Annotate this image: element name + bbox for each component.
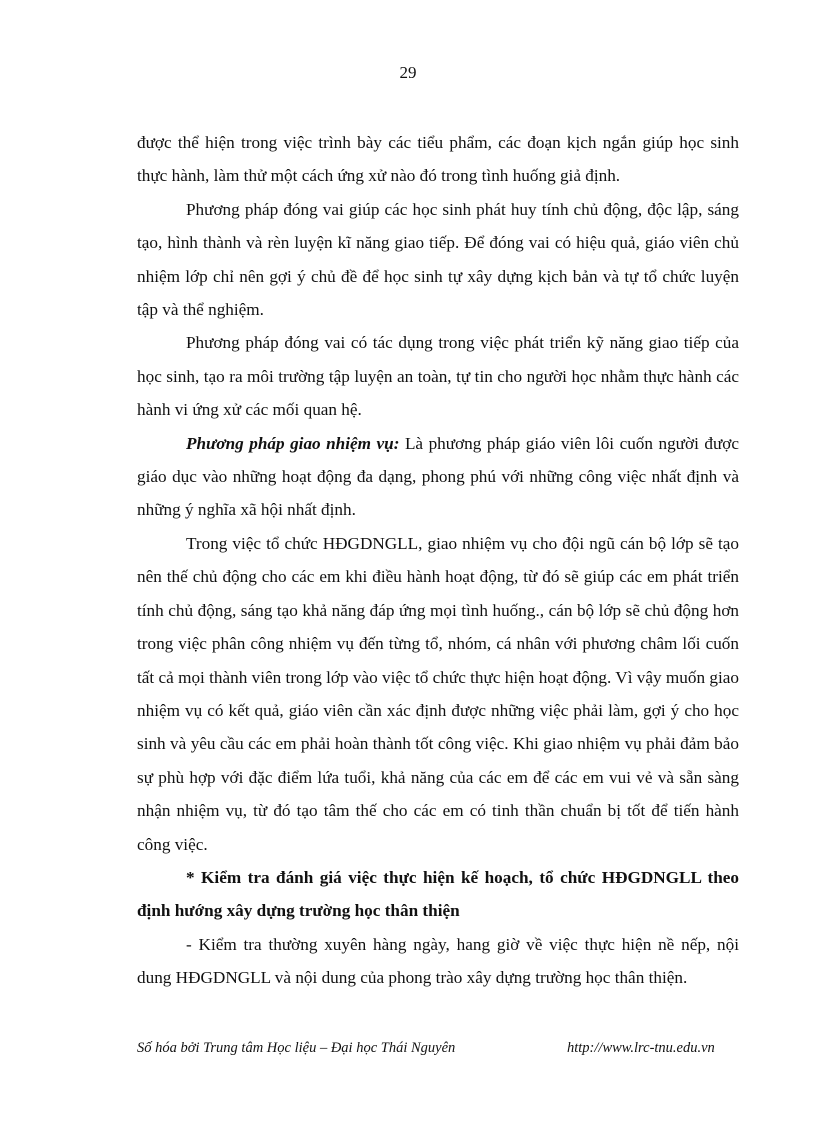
- paragraph-4-text: Là phương pháp giáo viên lôi cuốn người được giáo dục vào những hoạt động đa dạng, phong phú với những công việc nhất định và những ý nghĩa xã hội nhất định.: [137, 433, 739, 520]
- section-heading: * Kiểm tra đánh giá việc thực hiện kế hoạch, tổ chức HĐGDNGLL theo định hướng xây dựng trường học thân thiện: [137, 867, 739, 921]
- page-number: 29: [399, 63, 417, 82]
- paragraph-4: [137, 427, 739, 527]
- footer-source: Số hóa bởi Trung tâm Học liệu – Đại học Thái Nguyên: [137, 1040, 456, 1056]
- paragraph-2: Phương pháp đóng vai giúp các học sinh phát huy tính chủ động, độc lập, sáng tạo, hình thành và rèn luyện kĩ năng giao tiếp. Để đóng vai có hiệu quả, giáo viên chủ nhiệm lớp chỉ nên gợi ý chủ đề để học sinh tự xây dựng kịch bản và tự tổ chức luyện tập và thể nghiệm.: [137, 199, 739, 320]
- footer-url: http://www.lrc-tnu.edu.vn: [567, 1040, 715, 1056]
- paragraph-3: Phương pháp đóng vai có tác dụng trong việc phát triển kỹ năng giao tiếp của học sinh, tạo ra môi trường tập luyện an toàn, tự tin cho người học nhằm thực hành các hành vi ứng xử các mối quan hệ.: [137, 333, 739, 420]
- paragraph-5: Trong việc tổ chức HĐGDNGLL, giao nhiệm vụ cho đội ngũ cán bộ lớp sẽ tạo nên thế chủ động cho các em khi điều hành hoạt động, từ đó sẽ giúp các em phát triển tính chủ động, sáng tạo khả năng đáp ứng mọi tình huống., cán bộ lớp sẽ chủ động hơn trong việc phân công nhiệm vụ đến từng tổ, nhóm, cá nhân với phương châm lối cuốn tất cả mọi thành viên trong lớp vào việc tổ chức thực hiện hoạt động. Vì vậy muốn giao nhiệm vụ có kết quả, giáo viên cần xác định được những việc phải làm, gợi ý cho học sinh và yêu cầu các em phải hoàn thành tốt công việc. Khi giao nhiệm vụ phải đảm bảo sự phù hợp với đặc điểm lứa tuổi, khả năng của các em để các em vui vẻ và sẵn sàng nhận nhiệm vụ, từ đó tạo tâm thế cho các em có tinh thần chuẩn bị tốt để tiến hành công việc.: [137, 533, 739, 854]
- term-giao-nhiem-vu: Phương pháp giao nhiệm vụ:: [186, 433, 400, 453]
- paragraph-7: - Kiểm tra thường xuyên hàng ngày, hang giờ về việc thực hiện nề nếp, nội dung HĐGDNGLL và nội dung của phong trào xây dựng trường học thân thiện.: [137, 934, 739, 988]
- paragraph-1: được thể hiện trong việc trình bày các tiểu phẩm, các đoạn kịch ngắn giúp học sinh thực hành, làm thử một cách ứng xử nào đó trong tình huống giả định.: [137, 133, 739, 186]
- document-body: [137, 126, 739, 995]
